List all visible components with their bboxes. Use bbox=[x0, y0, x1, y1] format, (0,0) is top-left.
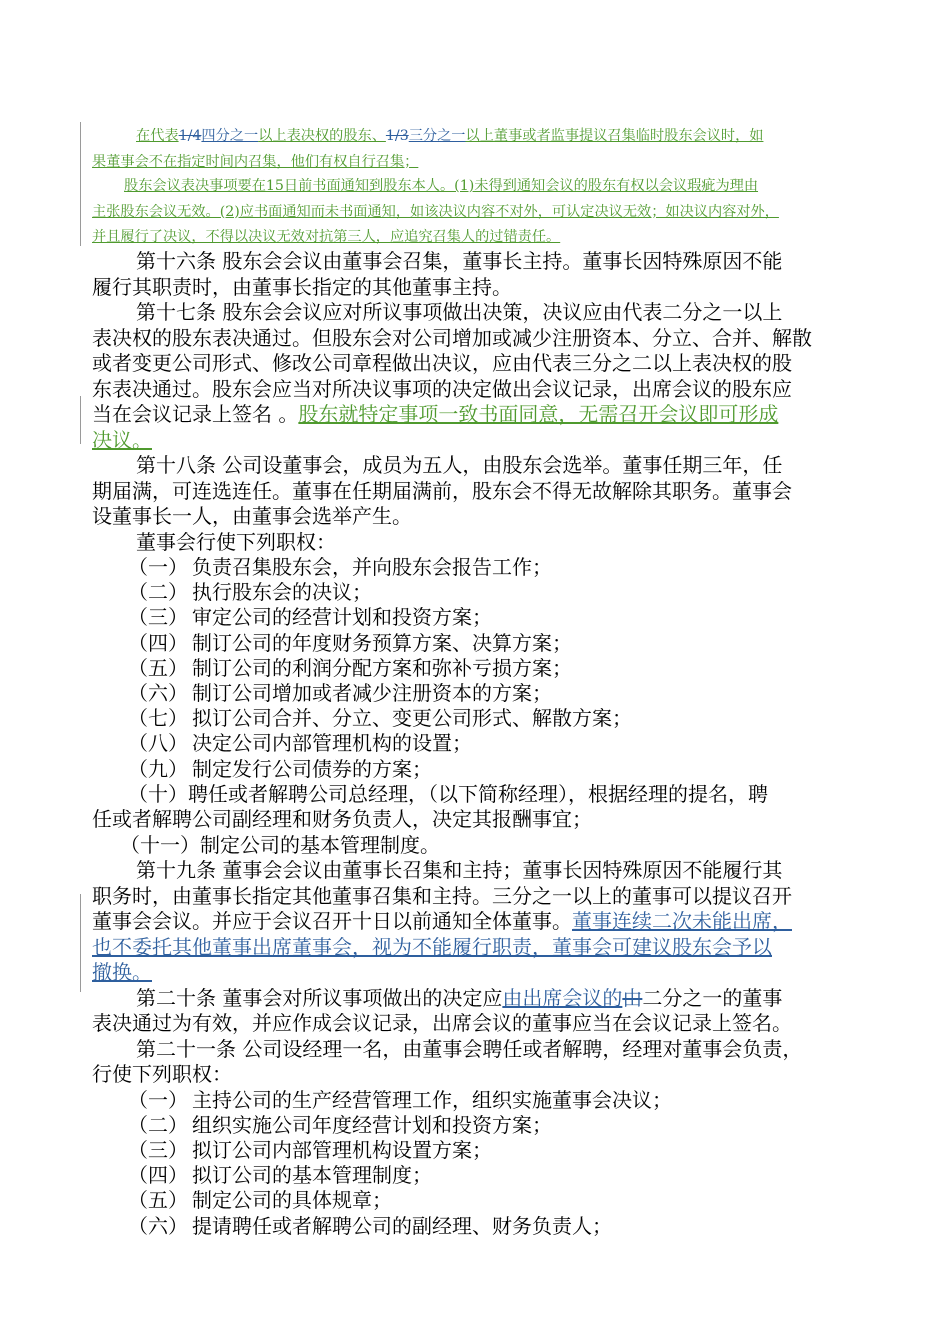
article-17: 第十七条 股东会会议应对所议事项做出决策，决议应由代表二分之一以上 bbox=[136, 300, 783, 324]
list-item: （五） 制订公司的利润分配方案和弥补亏损方案； bbox=[128, 655, 572, 680]
tracked-note-2 bbox=[92, 173, 872, 250]
article-16-cont: 履行其职责时，由董事长指定的其他董事主持。 bbox=[92, 274, 512, 299]
article-17-cont: 或者变更公司形式、修改公司章程做出决议，应由代表三分之二以上表决权的股 bbox=[92, 351, 792, 375]
list-item: （九） 制定发行公司债券的方案； bbox=[128, 756, 432, 781]
inserted-text: 决议。 bbox=[92, 427, 152, 452]
article-body bbox=[92, 249, 870, 1239]
list-item: （一） 负责召集股东会，并向股东会报告工作； bbox=[128, 555, 552, 579]
note-text: 以上董事或者监事提议召集临时股东会议时，如 bbox=[465, 128, 764, 144]
article-20: 第二十条 董事会对所议事项做出的决定应 bbox=[136, 985, 503, 1010]
inserted-text: 股东就特定事项一致书面同意，无需召开会议即可形成 bbox=[298, 402, 779, 426]
article-17-cont: 表决权的股东表决通过。但股东会对公司增加或减少注册资本、分立、合并、解散 bbox=[92, 325, 812, 350]
note-text: 以上表决权的股东、 bbox=[258, 128, 386, 144]
article-20: 二分之一的董事 bbox=[642, 985, 783, 1010]
list-item: （六） 制订公司增加或者减少注册资本的方案； bbox=[128, 680, 552, 705]
tracked-note-1 bbox=[92, 123, 872, 174]
article-17-cont: 当在会议记录上签名 。 bbox=[92, 402, 299, 426]
deleted-text: 由 bbox=[622, 985, 643, 1010]
article-17-cont: 东表决通过。股东会应当对所决议事项的决定做出会议记录，出席会议的股东应 bbox=[92, 376, 792, 401]
list-item: （六） 提请聘任或者解聘公司的副经理、财务负责人； bbox=[128, 1213, 612, 1238]
list-item: （一） 主持公司的生产经营管理工作，组织实施董事会决议； bbox=[128, 1087, 672, 1112]
list-item: （二） 执行股东会的决议； bbox=[128, 580, 372, 605]
revision-bar bbox=[80, 894, 81, 992]
inserted-text: 由出席会议的 bbox=[502, 985, 623, 1010]
inserted-text: 撤换。 bbox=[92, 960, 152, 985]
list-item: （八） 决定公司内部管理机构的设置； bbox=[128, 731, 472, 756]
note-text: 并且履行了决议，不得以决议无效对抗第三人，应追究召集人的过错责任。 bbox=[92, 229, 561, 245]
board-powers-intro: 董事会行使下列职权： bbox=[136, 529, 336, 554]
list-item: （七） 拟订公司合并、分立、变更公司形式、解散方案； bbox=[128, 706, 632, 731]
article-21: 第二十一条 公司设经理一名，由董事会聘任或者解聘，经理对董事会负责， bbox=[136, 1036, 803, 1061]
article-18-cont: 设董事长一人，由董事会选举产生。 bbox=[92, 504, 412, 528]
list-item: （五） 制定公司的具体规章； bbox=[128, 1188, 392, 1213]
deleted-text: 1/4 bbox=[178, 128, 202, 144]
list-item-cont: 任或者解聘公司副经理和财务负责人，决定其报酬事宜； bbox=[92, 807, 592, 832]
note-text: 在代表 bbox=[136, 128, 179, 144]
inserted-text: 四分之一 bbox=[201, 128, 259, 144]
article-19-cont: 董事会会议。并应于会议召开十日以前通知全体董事。 bbox=[92, 909, 572, 934]
deleted-text: 1/3 bbox=[385, 128, 409, 144]
article-16: 第十六条 股东会会议由董事会召集，董事长主持。董事长因特殊原因不能 bbox=[136, 249, 783, 273]
article-18: 第十八条 公司设董事会，成员为五人，由股东会选举。董事任期三年，任 bbox=[136, 453, 783, 477]
list-item: （十一）制定公司的基本管理制度。 bbox=[120, 832, 440, 857]
note-text: 主张股东会议无效。(2)应书面通知而未书面通知，如该决议内容不对外，可认定决议无效；如决议内容对外， bbox=[92, 203, 779, 220]
list-item: （四） 制订公司的年度财务预算方案、决算方案； bbox=[128, 630, 572, 655]
article-18-cont: 期届满，可连选连任。董事在任期届满前，股东会不得无故解除其职务。董事会 bbox=[92, 478, 792, 503]
list-item: （四） 拟订公司的基本管理制度； bbox=[128, 1163, 432, 1188]
article-21-cont: 行使下列职权： bbox=[92, 1062, 232, 1087]
note-text: 股东会议表决事项要在15日前书面通知到股东本人。(1)未得到通知会议的股东有权以会议瑕疵为理由 bbox=[124, 178, 759, 194]
inserted-text: 董事连续二次未能出席， bbox=[572, 909, 792, 934]
article-20-cont: 表决通过为有效，并应作成会议记录，出席会议的董事应当在会议记录上签名。 bbox=[92, 1011, 792, 1036]
inserted-text: 三分之一 bbox=[408, 128, 466, 144]
article-19-cont: 职务时，由董事长指定其他董事召集和主持。三分之一以上的董事可以提议召开 bbox=[92, 883, 792, 908]
revision-bar bbox=[80, 396, 81, 444]
revision-bar bbox=[80, 122, 81, 246]
list-item: （二） 组织实施公司年度经营计划和投资方案； bbox=[128, 1112, 552, 1137]
article-19: 第十九条 董事会会议由董事长召集和主持；董事长因特殊原因不能履行其 bbox=[136, 858, 783, 883]
list-item: （三） 审定公司的经营计划和投资方案； bbox=[128, 605, 492, 630]
list-item: （三） 拟订公司内部管理机构设置方案； bbox=[128, 1138, 492, 1163]
note-text: 果董事会不在指定时间内召集，他们有权自行召集； bbox=[92, 153, 419, 170]
list-item: （十）聘任或者解聘公司总经理，（以下简称经理），根据经理的提名，聘 bbox=[128, 781, 768, 806]
inserted-text: 也不委托其他董事出席董事会，视为不能履行职责，董事会可建议股东会予以 bbox=[92, 934, 772, 959]
